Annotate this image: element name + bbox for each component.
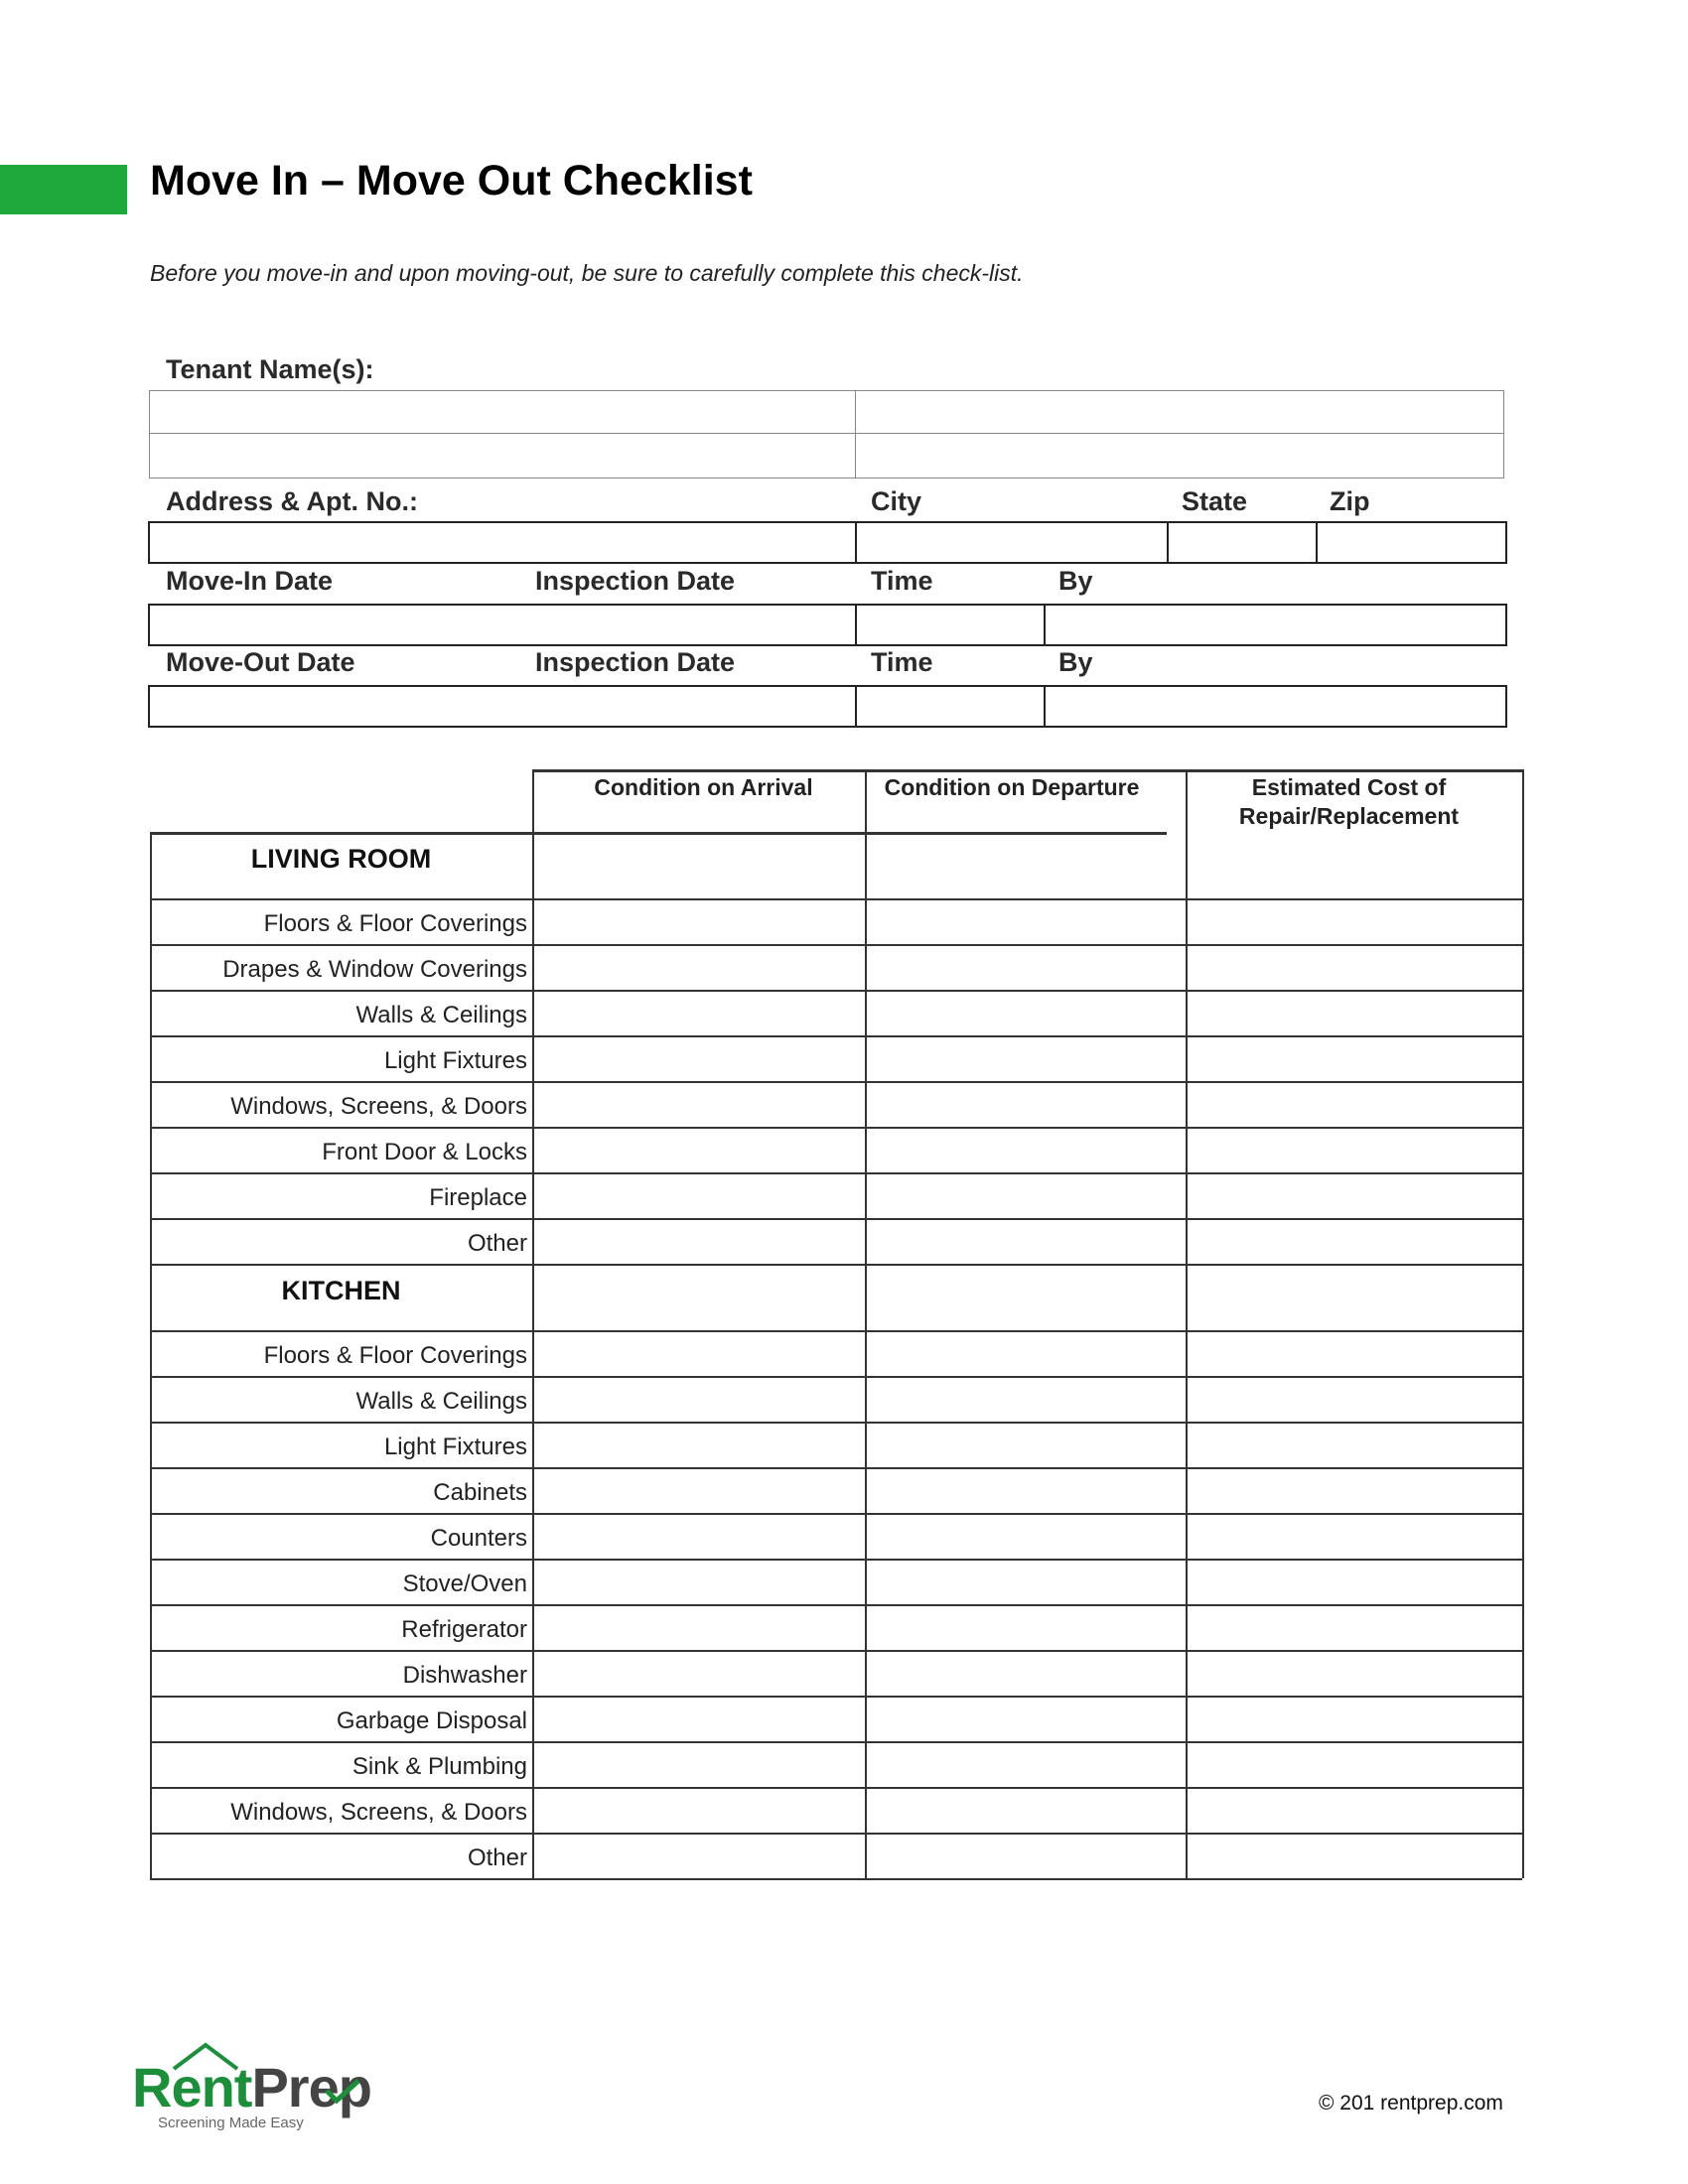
- cost-cell[interactable]: [1188, 900, 1520, 942]
- departure-cell[interactable]: [867, 1469, 1184, 1511]
- departure-cell[interactable]: [867, 1129, 1184, 1170]
- zip-field[interactable]: [1316, 521, 1507, 564]
- row-label: Front Door & Locks: [322, 1139, 527, 1165]
- row-label: Floors & Floor Coverings: [263, 1342, 527, 1369]
- arrival-cell[interactable]: [534, 992, 863, 1033]
- cost-cell[interactable]: [1188, 1332, 1520, 1374]
- move-in-date-field[interactable]: [148, 604, 857, 646]
- departure-cell[interactable]: [867, 1424, 1184, 1465]
- cost-cell[interactable]: [1188, 1743, 1520, 1785]
- city-field[interactable]: [855, 521, 1169, 564]
- tenant-name-field-4[interactable]: [856, 434, 1504, 478]
- row-label: Sink & Plumbing: [352, 1753, 527, 1780]
- cost-cell[interactable]: [1188, 1083, 1520, 1125]
- page-title: Move In – Move Out Checklist: [150, 157, 753, 205]
- arrival-cell[interactable]: [534, 1743, 863, 1785]
- arrival-cell[interactable]: [534, 1378, 863, 1420]
- cost-cell[interactable]: [1188, 1789, 1520, 1831]
- header-cost-line2: Repair/Replacement: [1238, 803, 1460, 829]
- departure-cell[interactable]: [867, 1652, 1184, 1694]
- row-label: Windows, Screens, & Doors: [230, 1799, 527, 1826]
- arrival-cell[interactable]: [534, 1220, 863, 1262]
- state-field[interactable]: [1167, 521, 1318, 564]
- move-out-by-field[interactable]: [1044, 685, 1507, 728]
- departure-cell[interactable]: [867, 946, 1184, 988]
- logo-tagline: Screening Made Easy: [158, 2115, 304, 2131]
- arrival-cell[interactable]: [534, 1789, 863, 1831]
- arrival-cell[interactable]: [534, 1083, 863, 1125]
- move-out-by-label: By: [1058, 647, 1093, 677]
- cost-cell[interactable]: [1188, 946, 1520, 988]
- row-label: Floors & Floor Coverings: [263, 910, 527, 937]
- departure-cell[interactable]: [867, 900, 1184, 942]
- move-out-date-label: Move-Out Date: [166, 647, 355, 677]
- arrival-cell[interactable]: [534, 1698, 863, 1739]
- departure-cell[interactable]: [867, 1606, 1184, 1648]
- arrival-cell[interactable]: [534, 1174, 863, 1216]
- row-label: Light Fixtures: [383, 1433, 527, 1460]
- departure-cell[interactable]: [867, 1743, 1184, 1785]
- tenant-name-field-2[interactable]: [856, 390, 1504, 434]
- move-in-time-label: Time: [871, 566, 933, 596]
- departure-cell[interactable]: [867, 1332, 1184, 1374]
- green-accent-bar: [0, 165, 127, 214]
- cost-cell[interactable]: [1188, 1174, 1520, 1216]
- arrival-cell[interactable]: [534, 900, 863, 942]
- table-left-border: [150, 832, 152, 1878]
- departure-cell[interactable]: [867, 1266, 1184, 1328]
- row-label: Counters: [430, 1525, 527, 1552]
- header-top-line: [532, 769, 1522, 772]
- row-label: Light Fixtures: [383, 1047, 527, 1074]
- cost-cell[interactable]: [1188, 1220, 1520, 1262]
- table-right-border: [1522, 769, 1524, 1878]
- arrival-cell[interactable]: [534, 834, 863, 896]
- logo-rent: Rent: [132, 2056, 252, 2118]
- departure-cell[interactable]: [867, 1378, 1184, 1420]
- move-in-by-field[interactable]: [1044, 604, 1507, 646]
- address-label: Address & Apt. No.:: [166, 486, 419, 516]
- logo-prep: Prep: [251, 2056, 371, 2118]
- arrival-cell[interactable]: [534, 1469, 863, 1511]
- rentprep-logo: [132, 2055, 371, 2134]
- city-label: City: [871, 486, 922, 516]
- arrival-cell[interactable]: [534, 946, 863, 988]
- cost-cell[interactable]: [1188, 1469, 1520, 1511]
- move-out-time-field[interactable]: [855, 685, 1046, 728]
- row-label: Walls & Ceilings: [355, 1388, 527, 1415]
- intro-text: Before you move-in and upon moving-out, be sure to carefully complete this check-list.: [150, 260, 1024, 286]
- move-in-by-label: By: [1058, 566, 1093, 596]
- departure-cell[interactable]: [867, 1515, 1184, 1557]
- row-label: Windows, Screens, & Doors: [230, 1093, 527, 1120]
- row-label: Drapes & Window Coverings: [222, 956, 527, 983]
- departure-cell[interactable]: [867, 1835, 1184, 1876]
- cost-cell[interactable]: [1188, 992, 1520, 1033]
- departure-cell[interactable]: [867, 834, 1184, 896]
- move-out-time-label: Time: [871, 647, 933, 677]
- cost-cell[interactable]: [1188, 1561, 1520, 1602]
- state-label: State: [1182, 486, 1248, 516]
- departure-cell[interactable]: [867, 1174, 1184, 1216]
- arrival-cell[interactable]: [534, 1037, 863, 1079]
- row-line: [150, 1878, 1522, 1880]
- column-divider: [532, 769, 534, 1878]
- cost-cell[interactable]: [1188, 1424, 1520, 1465]
- arrival-cell[interactable]: [534, 1515, 863, 1557]
- cost-cell[interactable]: [1188, 1698, 1520, 1739]
- move-out-inspection-label: Inspection Date: [535, 647, 736, 677]
- row-label: Stove/Oven: [402, 1570, 527, 1597]
- cost-cell[interactable]: [1188, 1266, 1520, 1328]
- departure-cell[interactable]: [867, 1789, 1184, 1831]
- arrival-cell[interactable]: [534, 1652, 863, 1694]
- arrival-cell[interactable]: [534, 1266, 863, 1328]
- departure-cell[interactable]: [867, 1698, 1184, 1739]
- row-label: Walls & Ceilings: [355, 1002, 527, 1028]
- arrival-cell[interactable]: [534, 1332, 863, 1374]
- tenant-name-field-3[interactable]: [149, 434, 856, 478]
- copyright-text: © 201 rentprep.com: [1319, 2092, 1503, 2115]
- address-field[interactable]: [148, 521, 857, 564]
- row-label: Fireplace: [429, 1184, 527, 1211]
- departure-cell[interactable]: [867, 992, 1184, 1033]
- cost-cell[interactable]: [1188, 1037, 1520, 1079]
- arrival-cell[interactable]: [534, 1835, 863, 1876]
- move-in-inspection-label: Inspection Date: [535, 566, 736, 596]
- row-label: Garbage Disposal: [336, 1707, 527, 1734]
- departure-cell[interactable]: [867, 1561, 1184, 1602]
- row-label: Other: [467, 1844, 527, 1871]
- zip-label: Zip: [1330, 486, 1370, 516]
- tenant-name-field-1[interactable]: [149, 390, 856, 434]
- header-cost-line1: Estimated Cost of: [1251, 774, 1447, 800]
- cost-cell[interactable]: [1188, 834, 1520, 896]
- departure-cell[interactable]: [867, 1220, 1184, 1262]
- arrival-cell[interactable]: [534, 1129, 863, 1170]
- checkmark-icon: [323, 2077, 362, 2107]
- move-in-time-field[interactable]: [855, 604, 1046, 646]
- header-departure: Condition on Departure: [884, 774, 1140, 800]
- section-title: KITCHEN: [281, 1276, 401, 1305]
- column-divider: [865, 769, 867, 1878]
- cost-cell[interactable]: [1188, 1652, 1520, 1694]
- departure-cell[interactable]: [867, 1037, 1184, 1079]
- row-label: Other: [467, 1230, 527, 1257]
- arrival-cell[interactable]: [534, 1424, 863, 1465]
- cost-cell[interactable]: [1188, 1378, 1520, 1420]
- move-in-date-label: Move-In Date: [166, 566, 334, 596]
- cost-cell[interactable]: [1188, 1606, 1520, 1648]
- row-label: Dishwasher: [402, 1662, 527, 1689]
- cost-cell[interactable]: [1188, 1835, 1520, 1876]
- condition-table: [150, 769, 1522, 1894]
- row-label: Refrigerator: [401, 1616, 527, 1643]
- arrival-cell[interactable]: [534, 1606, 863, 1648]
- departure-cell[interactable]: [867, 1083, 1184, 1125]
- move-out-date-field[interactable]: [148, 685, 857, 728]
- header-arrival: Condition on Arrival: [594, 774, 813, 800]
- section-title: LIVING ROOM: [250, 844, 432, 874]
- tenant-names-label: Tenant Name(s):: [166, 354, 374, 384]
- cost-cell[interactable]: [1188, 1129, 1520, 1170]
- row-label: Cabinets: [433, 1479, 527, 1506]
- arrival-cell[interactable]: [534, 1561, 863, 1602]
- column-divider: [1186, 769, 1188, 1878]
- cost-cell[interactable]: [1188, 1515, 1520, 1557]
